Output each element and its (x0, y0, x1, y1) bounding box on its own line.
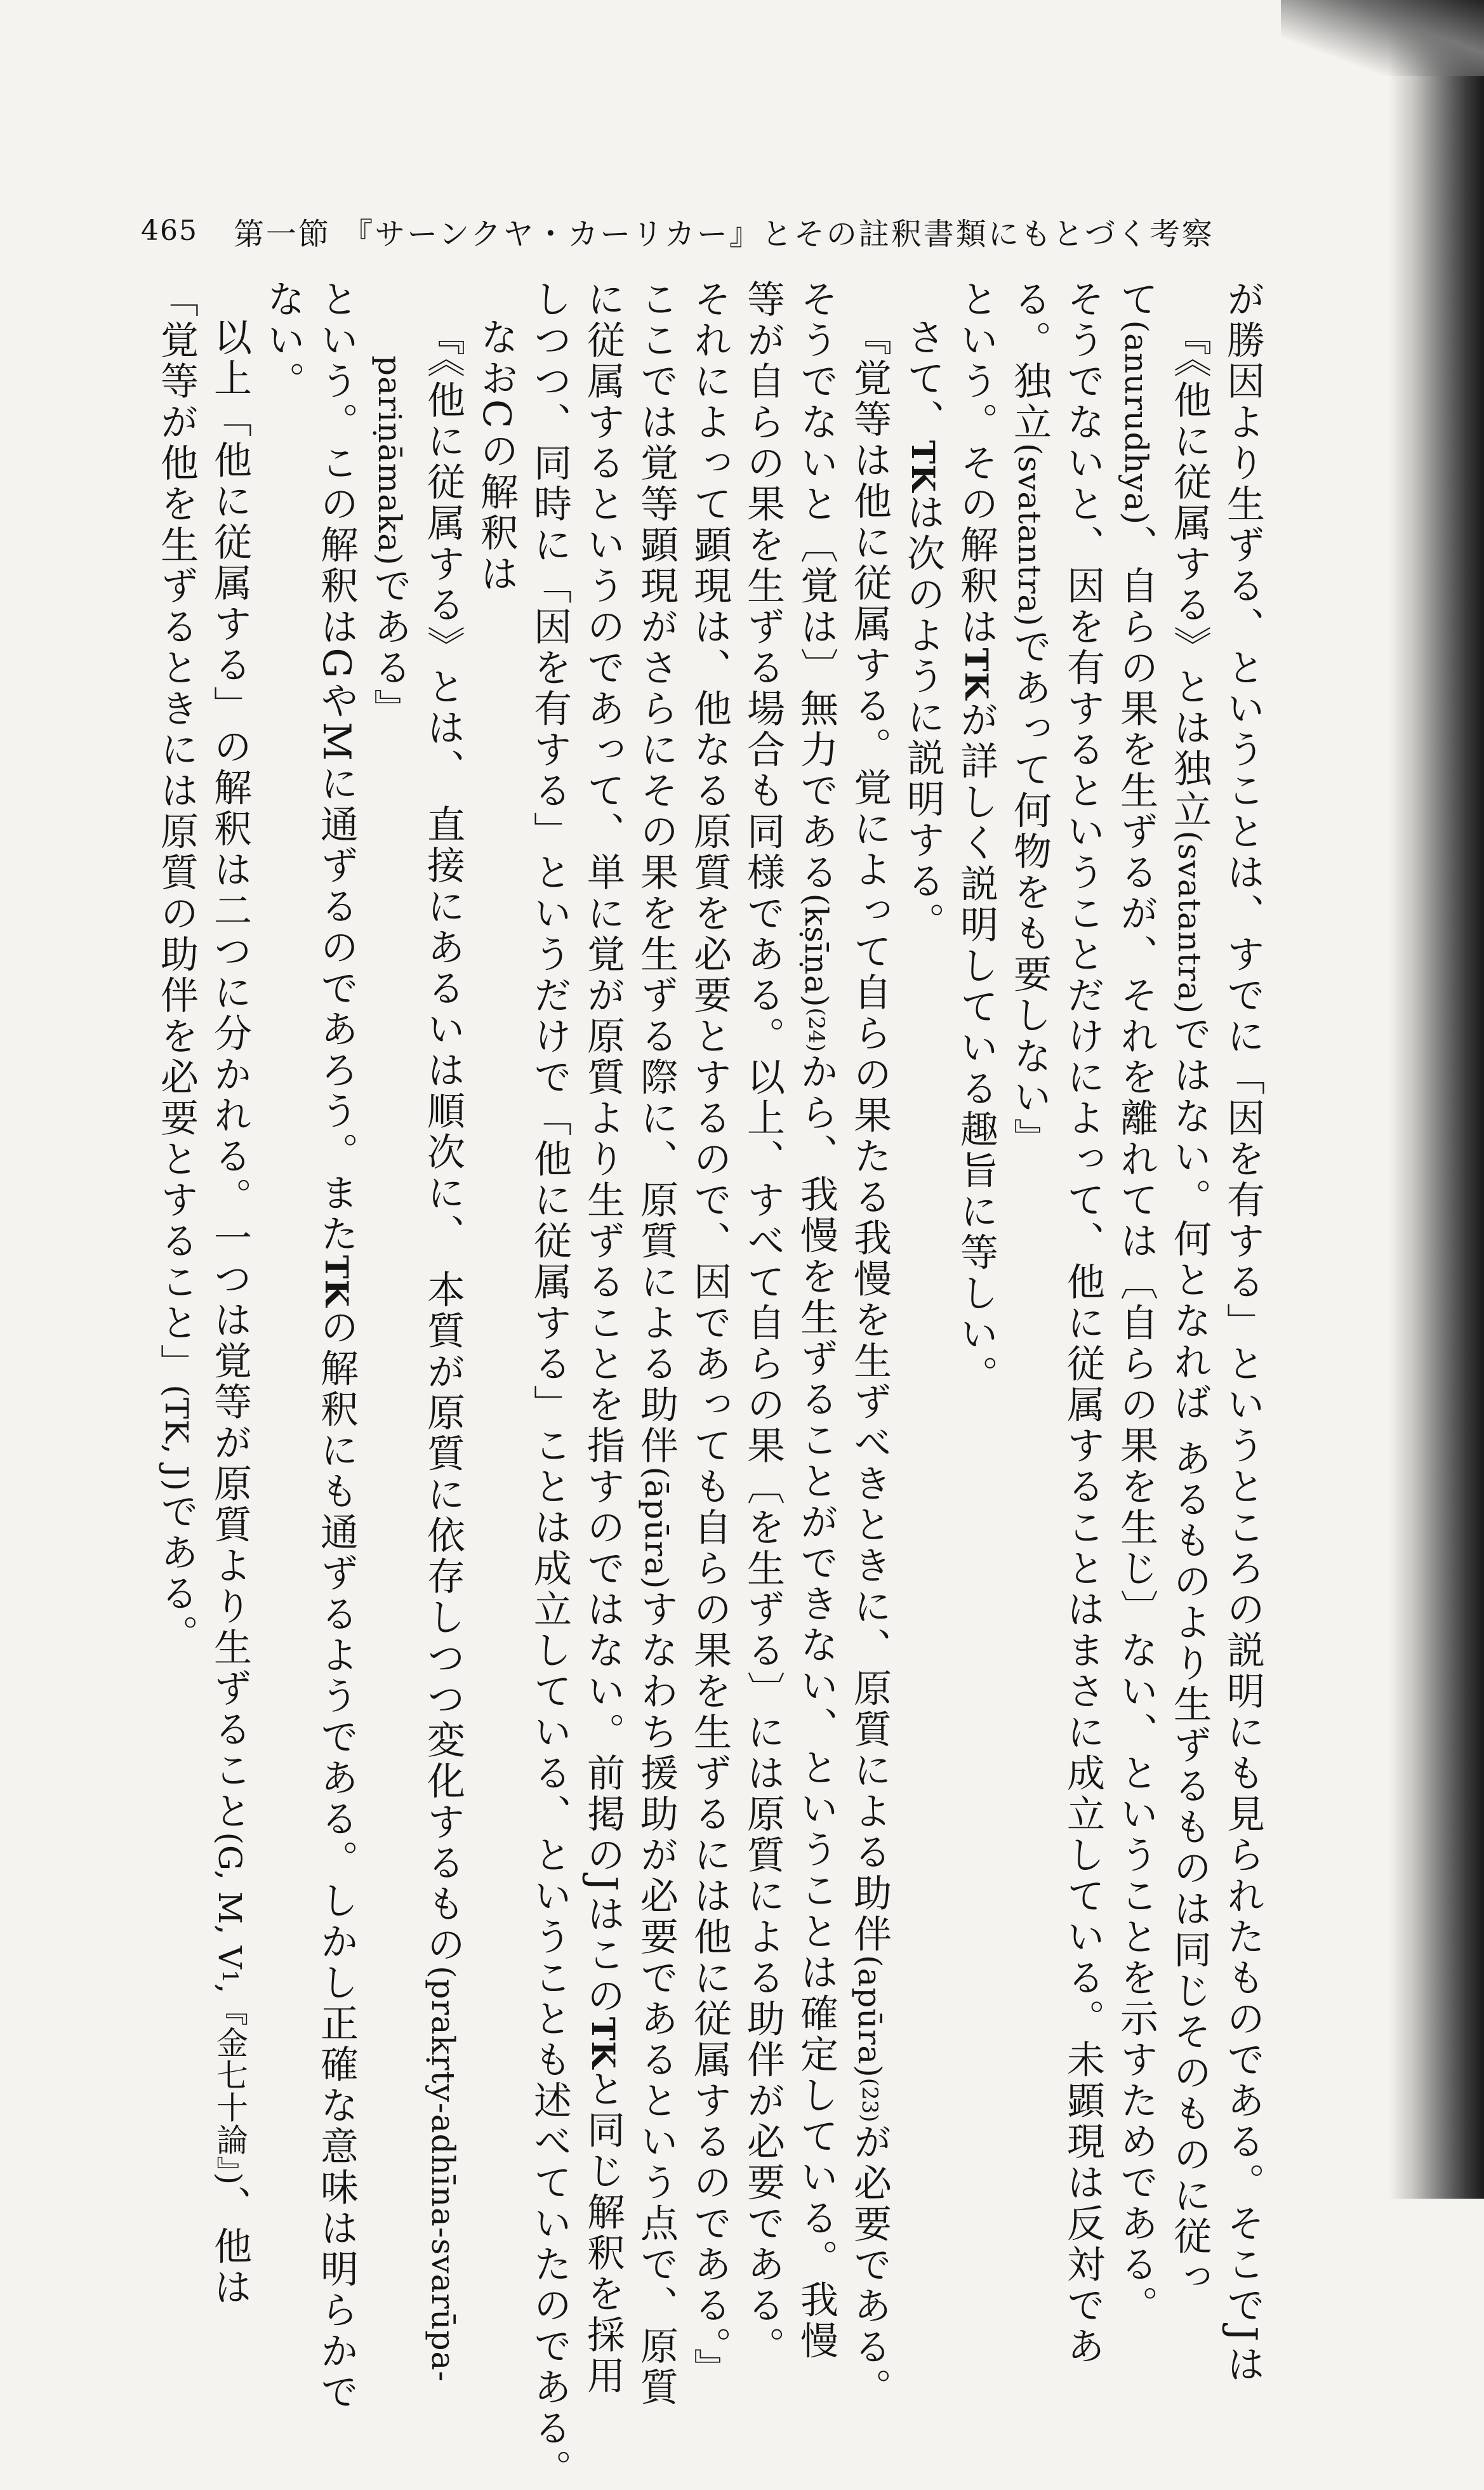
footnote-marker: (24) (804, 1007, 829, 1052)
text-line: なおCの解釈は (474, 317, 519, 595)
text-line: て(anurudhya)、自らの果を生ずるが、それを離れては〔自らの果を生じ〕ない、ということを示すためである。 (1114, 279, 1158, 2327)
text-line: ここでは覚等顕現がさらにその果を生ずる際に、原質による助伴(āpūra)すなわち援助が必要であるという点で、原質 (634, 279, 679, 2409)
text-line: 『《他に従属する》とは独立(svatantra)ではない。何となれば あるものより生ずるものは同じそのものに従っ (1167, 317, 1212, 2299)
running-head: 第一節 『サーンクヤ・カーリカー』とその註釈書類にもとづく考察 (234, 216, 1214, 252)
text-line: という。その解釈はTKが詳しく説明している趣旨に等しい。 (954, 279, 998, 1396)
scan-shadow-edge (1389, 0, 1484, 2199)
text-line: ない。 (261, 279, 305, 402)
text-line: pariṇāmaka)である』 (368, 355, 412, 730)
text-line: それによって顕現は、他なる原質を必要とするので、因であっても自らの果を生ずるには他に従属するのである。』 (687, 279, 732, 2389)
text-line: に従属するというのであって、単に覚が原質より生ずることを指すのではない。前掲のJはこのTKと同じ解釈を採用 (581, 279, 625, 2397)
text-line: そうでないと〔覚は〕無力である(kṣīṇa)(24)から、我慢を生ずることができない、ということは確定している。我慢 (794, 279, 838, 2362)
page-number: 465 (141, 215, 198, 247)
text-line: 等が自らの果を生ずる場合も同様である。以上、すべて自らの果〔を生ずる〕には原質による助伴が必要である。 (741, 279, 785, 2367)
text-line: 『《他に従属する》とは、 直接にあるいは順次に、 本質が原質に依存しつつ変化するもの(prakṛty-adhīna-svarūpa- (421, 317, 465, 2383)
text-line: そうでないと、因を有するということだけによって、他に従属することはまさに成立している。未顕現は反対であ (1061, 279, 1105, 2367)
text-line: さて、TKは次のように説明する。 (901, 317, 945, 943)
text-line: る。独立(svatantra)であって何物をも要しない』 (1007, 279, 1052, 1160)
body-text (127, 279, 1269, 2490)
scan-shadow-corner (1281, 0, 1484, 76)
text-line: 「覚等が他を生ずるときには原質の助伴を必要とすること」(TK, J)である。 (154, 279, 199, 1656)
text-line: 『覚等は他に従属する。覚によって自らの果たる我慢を生ずべきときに、原質による助伴(apūra)(23)が必要である。 (847, 317, 892, 2409)
text-line: という。この解釈はGやMに通ずるのであろう。またTKの解釈にも通ずるようである。しかし正確な意味は明らかで (314, 279, 359, 2413)
footnote-marker: (23) (857, 2077, 882, 2122)
text-line: しつつ、同時に「因を有する」というだけで「他に従属する」ことは成立している、ということも述べていたのである。 (527, 279, 572, 2490)
text-line: が勝因より生ずる、ということは、すでに「因を有する」というところの説明にも見られたものである。そこでJは (1221, 279, 1265, 2386)
text-line: 以上「他に従属する」の解釈は二つに分かれる。一つは覚等が原質より生ずること(G, M, V1,『金七十論』)、他は (208, 317, 252, 2308)
